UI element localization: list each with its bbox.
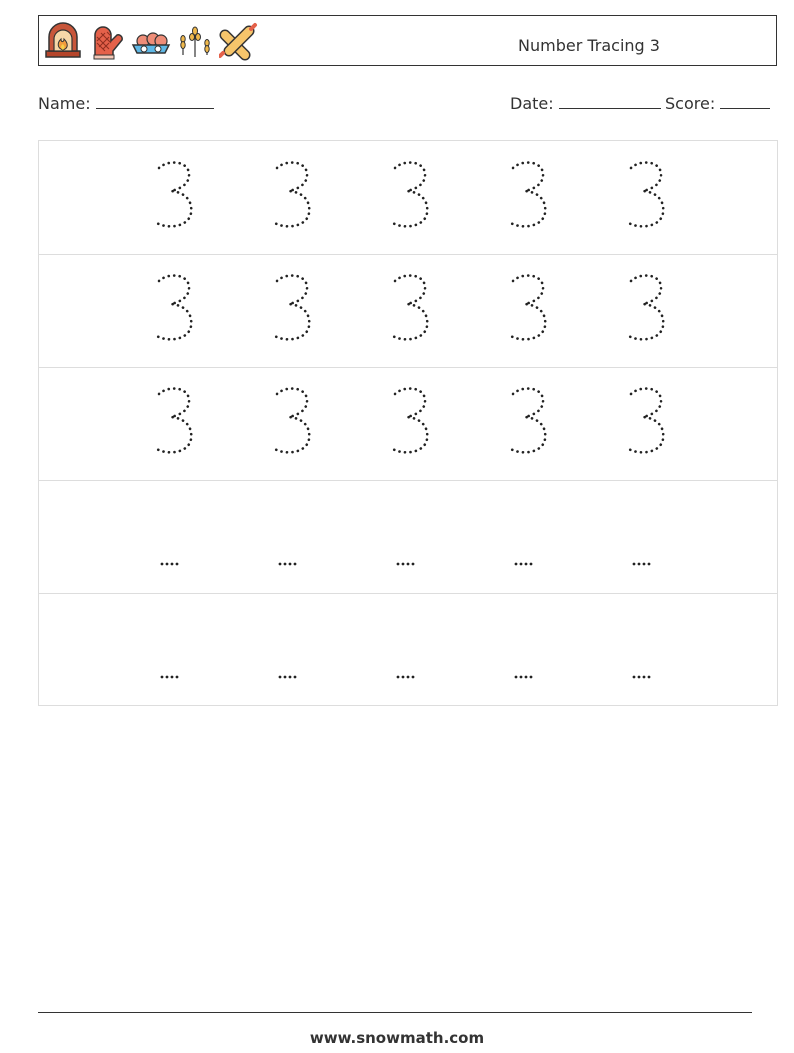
blank-trace-cell[interactable] <box>617 480 717 593</box>
traced-row <box>39 367 777 481</box>
baseline-dots <box>381 593 481 706</box>
dotted-digit-3 <box>617 367 717 480</box>
rolling-pin-icon <box>219 21 259 61</box>
digit-trace-cell[interactable] <box>145 254 245 367</box>
page-title: Number Tracing 3 <box>518 36 660 55</box>
blank-trace-cell[interactable] <box>263 480 363 593</box>
header-icons <box>43 21 259 61</box>
traced-row <box>39 141 777 255</box>
date-field <box>510 94 661 113</box>
baseline-dots <box>499 480 599 593</box>
dotted-digit-3 <box>263 367 363 480</box>
traced-row <box>39 254 777 368</box>
dotted-digit-3 <box>617 141 717 254</box>
blank-row <box>39 593 777 706</box>
footer-url: www.snowmath.com <box>309 1029 485 1047</box>
name-line[interactable] <box>96 94 214 109</box>
digit-trace-cell[interactable] <box>617 367 717 480</box>
wheat-icon <box>175 21 215 61</box>
digit-trace-cell[interactable] <box>499 254 599 367</box>
baseline-dots <box>499 593 599 706</box>
blank-trace-cell[interactable] <box>381 480 481 593</box>
dotted-digit-3 <box>145 141 245 254</box>
digit-trace-cell[interactable] <box>145 367 245 480</box>
dotted-digit-3 <box>499 141 599 254</box>
digit-trace-cell[interactable] <box>499 141 599 254</box>
dotted-digit-3 <box>263 141 363 254</box>
name-field <box>38 94 214 113</box>
dotted-digit-3 <box>145 367 245 480</box>
worksheet-header <box>38 15 777 66</box>
blank-row <box>39 480 777 594</box>
digit-trace-cell[interactable] <box>263 141 363 254</box>
baseline-dots <box>617 593 717 706</box>
baseline-dots <box>263 593 363 706</box>
dotted-digit-3 <box>499 254 599 367</box>
digit-trace-cell[interactable] <box>381 141 481 254</box>
footer-divider <box>38 1012 752 1013</box>
digit-trace-cell[interactable] <box>263 367 363 480</box>
blank-trace-cell[interactable] <box>381 593 481 706</box>
dotted-digit-3 <box>263 254 363 367</box>
dotted-digit-3 <box>145 254 245 367</box>
tracing-grid <box>38 140 778 706</box>
name-label: Name: <box>38 94 91 113</box>
digit-trace-cell[interactable] <box>145 141 245 254</box>
muffin-tray-icon <box>131 21 171 61</box>
score-line[interactable] <box>720 94 770 109</box>
dotted-digit-3 <box>381 367 481 480</box>
baseline-dots <box>263 480 363 593</box>
digit-trace-cell[interactable] <box>499 367 599 480</box>
blank-trace-cell[interactable] <box>499 593 599 706</box>
date-label: Date: <box>510 94 554 113</box>
date-line[interactable] <box>559 94 661 109</box>
blank-trace-cell[interactable] <box>263 593 363 706</box>
dotted-digit-3 <box>381 254 481 367</box>
baseline-dots <box>145 593 245 706</box>
dotted-digit-3 <box>499 367 599 480</box>
baseline-dots <box>381 480 481 593</box>
oven-mitt-icon <box>87 21 127 61</box>
dotted-digit-3 <box>617 254 717 367</box>
score-label: Score: <box>665 94 716 113</box>
fireplace-icon <box>43 21 83 61</box>
digit-trace-cell[interactable] <box>381 367 481 480</box>
digit-trace-cell[interactable] <box>617 254 717 367</box>
blank-trace-cell[interactable] <box>145 480 245 593</box>
baseline-dots <box>145 480 245 593</box>
blank-trace-cell[interactable] <box>145 593 245 706</box>
score-field <box>665 94 770 113</box>
digit-trace-cell[interactable] <box>381 254 481 367</box>
blank-trace-cell[interactable] <box>499 480 599 593</box>
digit-trace-cell[interactable] <box>617 141 717 254</box>
digit-trace-cell[interactable] <box>263 254 363 367</box>
dotted-digit-3 <box>381 141 481 254</box>
blank-trace-cell[interactable] <box>617 593 717 706</box>
baseline-dots <box>617 480 717 593</box>
